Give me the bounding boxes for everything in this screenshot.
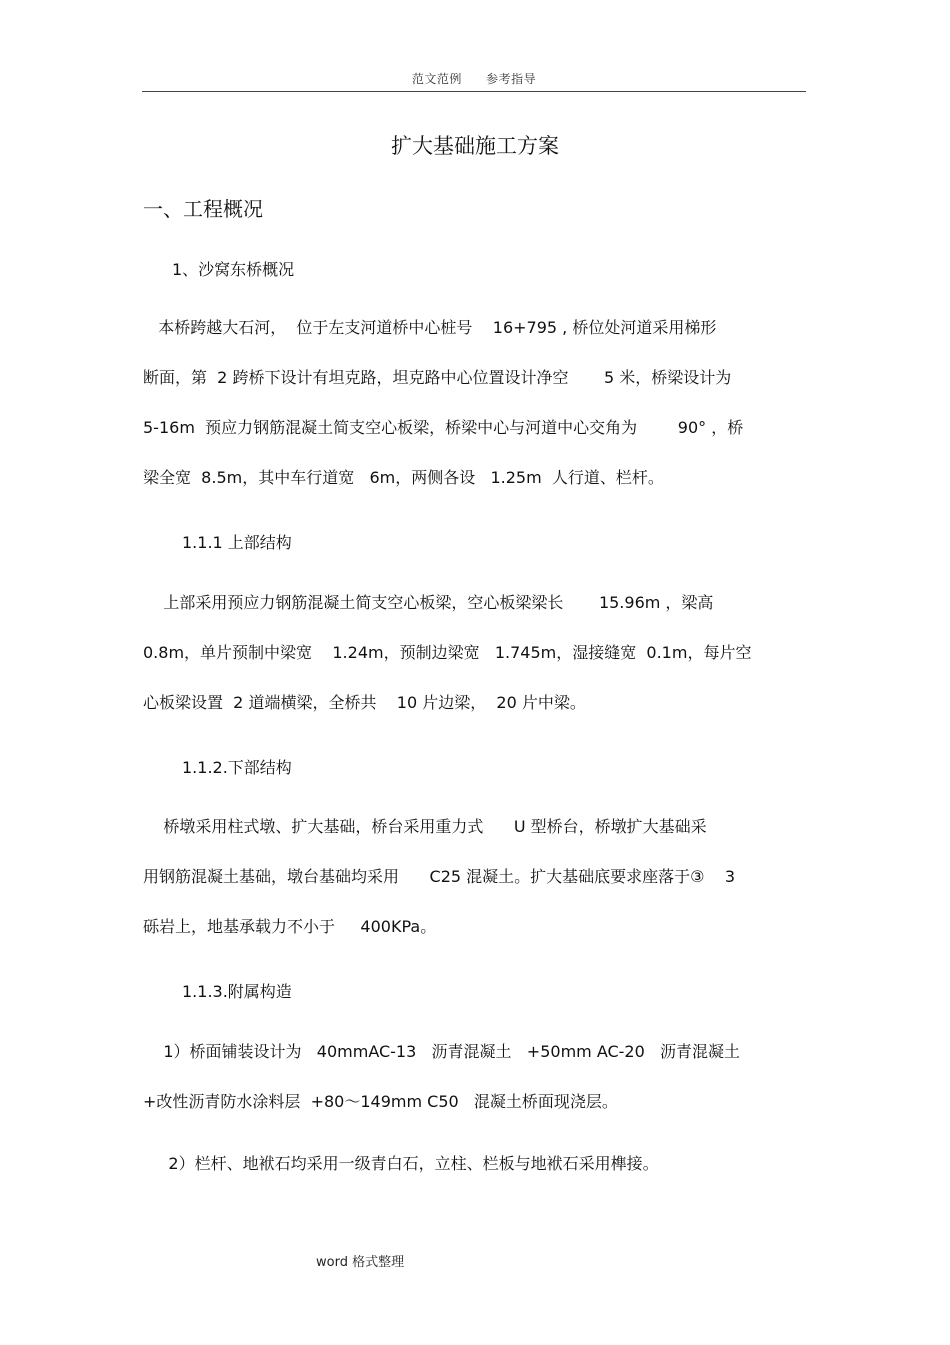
text-line: 用钢筋混凝土基础，墩台基础均采用 C25 混凝土。扩大基础底要求座落于③ 3 — [143, 867, 736, 886]
text-line: 砾岩上，地基承载力不小于 400KPa。 — [143, 917, 437, 936]
text-line: 0.8m，单片预制中梁宽 1.24m，预制边梁宽 1.745m，湿接缝宽 0.1m，每片空 — [143, 643, 752, 662]
header-left: 范文范例 — [411, 72, 462, 86]
paragraph-bridge-overview — [143, 303, 805, 503]
section-heading-1: 一、工程概况 — [143, 197, 263, 221]
paragraph-railing — [143, 1139, 805, 1189]
text-line: 上部采用预应力钢筋混凝土简支空心板梁，空心板梁梁长 15.96m ，梁高 — [143, 593, 714, 612]
subsection-heading-113: 1.1.3.附属构造 — [182, 982, 292, 1001]
header-rule — [142, 91, 806, 92]
text-line: 5-16m 预应力钢筋混凝土简支空心板梁，桥梁中心与河道中心交角为 90° ，桥 — [143, 418, 744, 437]
text-line: 断面，第 2 跨桥下设计有坦克路，坦克路中心位置设计净空 5 米，桥梁设计为 — [143, 368, 732, 387]
text-line: 本桥跨越大石河， 位于左支河道桥中心桩号 16+795 , 桥位处河道采用梯形 — [143, 318, 717, 337]
paragraph-superstructure — [143, 578, 805, 728]
paragraph-deck-paving — [143, 1027, 805, 1127]
page-header — [142, 70, 806, 87]
text-line: 1）桥面铺装设计为 40mmAC-13 沥青混凝土 +50mm AC-20 沥青混凝土 — [143, 1042, 741, 1061]
subsection-heading-112: 1.1.2.下部结构 — [182, 758, 292, 777]
paragraph-substructure — [143, 802, 805, 952]
page-footer: word 格式整理 — [316, 1255, 405, 1270]
header-right: 参考指导 — [486, 72, 537, 86]
text-line: 心板梁设置 2 道端横梁，全桥共 10 片边梁， 20 片中梁。 — [143, 693, 586, 712]
subsection-heading-1: 1、沙窝东桥概况 — [172, 260, 295, 279]
subsection-heading-111: 1.1.1 上部结构 — [182, 533, 292, 552]
text-line: 桥墩采用柱式墩、扩大基础，桥台采用重力式 U 型桥台，桥墩扩大基础采 — [143, 817, 707, 836]
text-line: +改性沥青防水涂料层 +80～149mm C50 混凝土桥面现浇层。 — [143, 1092, 618, 1111]
text-line: 梁全宽 8.5m，其中车行道宽 6m，两侧各设 1.25m 人行道、栏杆。 — [143, 468, 664, 487]
text-line: 2）栏杆、地袱石均采用一级青白石，立柱、栏板与地袱石采用榫接。 — [143, 1154, 659, 1173]
document-title: 扩大基础施工方案 — [391, 134, 559, 158]
